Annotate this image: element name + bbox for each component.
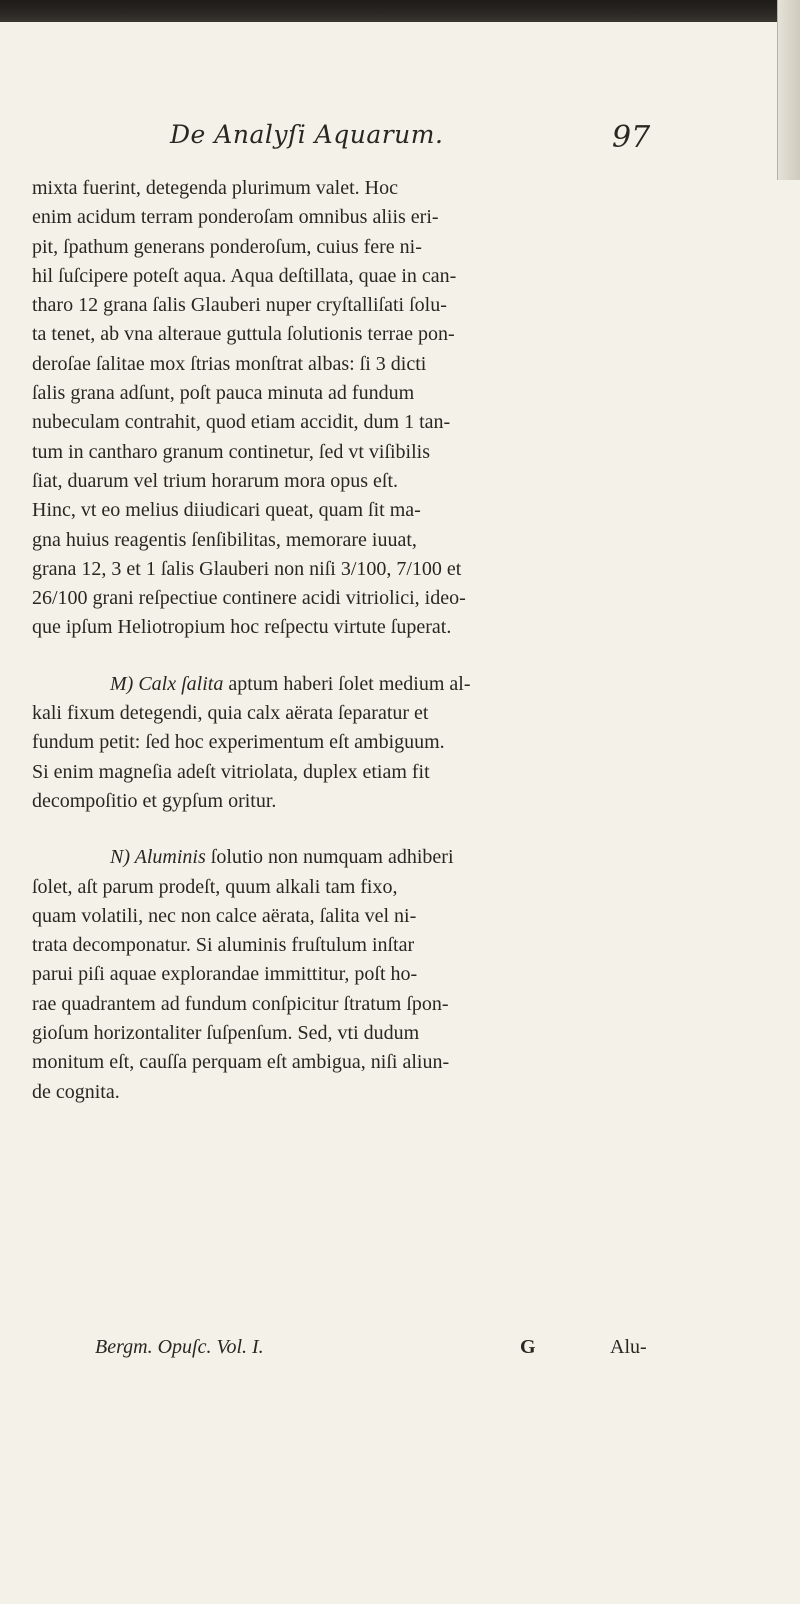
signature-mark: G <box>520 1336 536 1358</box>
text-line: gioſum horizontaliter ſuſpenſum. Sed, vti dudum <box>32 1022 420 1045</box>
text-line: quam volatili, nec non calce aërata, ſalita vel ni- <box>32 904 417 927</box>
text-line: enim acidum terram ponderoſam omnibus aliis eri- <box>32 206 439 229</box>
text-line: rae quadrantem ad fundum conſpicitur ſtratum ſpon- <box>32 992 449 1015</box>
paragraph-n-first-line <box>32 843 752 872</box>
text-line: tharo 12 grana ſalis Glauberi nuper cryſtalliſati ſolu- <box>32 294 447 317</box>
text-line: decompoſitio et gypſum oritur. <box>32 789 277 812</box>
paragraph-gap <box>32 643 752 670</box>
text-line: ſalis grana adſunt, poſt pauca minuta ad fundum <box>32 382 415 405</box>
text-line: pit, ſpathum generans ponderoſum, cuius fere ni- <box>32 235 422 258</box>
text-line: aptum haberi ſolet medium al- <box>223 672 471 695</box>
text-line: ſolet, aſt parum prodeſt, quum alkali tam fixo, <box>32 875 398 898</box>
text-line: fundum petit: ſed hoc experimentum eſt ambiguum. <box>32 731 445 754</box>
paragraph-gap <box>32 816 752 843</box>
text-line: ſiat, duarum vel trium horarum mora opus eſt. <box>32 469 399 492</box>
text-line: monitum eſt, cauſſa perquam eſt ambigua, niſi aliun- <box>32 1051 450 1074</box>
catchword: Alu- <box>610 1336 647 1358</box>
body-text <box>32 174 752 1107</box>
text-line: ta tenet, ab vna alteraue guttula ſolutionis terrae pon- <box>32 323 455 346</box>
text-line: mixta fuerint, detegenda plurimum valet. Hoc <box>32 177 398 199</box>
text-line: nubeculam contrahit, quod etiam accidit, dum 1 tan- <box>32 411 451 434</box>
text-line: parui piſi aquae explorandae immittitur, poſt ho- <box>32 963 418 986</box>
text-line: 26/100 grani reſpectiue continere acidi vitriolici, ideo- <box>32 587 466 610</box>
paragraph-n-label: N) Aluminis <box>110 846 206 869</box>
text-line: kali fixum detegendi, quia calx aërata ſeparatur et <box>32 702 429 725</box>
text-line: deroſae ſalitae mox ſtrias monſtrat albas: ſi 3 dicti <box>32 352 427 375</box>
text-line: de cognita. <box>32 1080 120 1103</box>
text-line: Hinc, vt eo melius diiudicari queat, quam ſit ma- <box>32 499 421 522</box>
text-line: tum in cantharo granum continetur, ſed vt viſibilis <box>32 440 431 463</box>
text-line: grana 12, 3 et 1 ſalis Glauberi non niſi 3/100, 7/100 et <box>32 557 462 580</box>
text-line: gna huius reagentis ſenſibilitas, memorare iuuat, <box>32 528 417 551</box>
signature-line: Bergm. Opuſc. Vol. I. <box>95 1336 264 1358</box>
page-footer <box>0 1336 780 1366</box>
paragraph-m-first-line <box>32 670 752 699</box>
page-number: 97 <box>612 120 651 155</box>
paragraph-m-label: M) Calx ſalita <box>110 672 224 695</box>
text-line: trata decomponatur. Si aluminis fruſtulum inſtar <box>32 934 415 957</box>
running-head-title: De Analyſi Aquarum. <box>170 120 444 149</box>
text-line: ſolutio non numquam adhiberi <box>205 846 454 869</box>
running-head <box>0 120 780 160</box>
text-line: Si enim magneſia adeſt vitriolata, duplex etiam fit <box>32 760 430 783</box>
text-line: que ipſum Heliotropium hoc reſpectu virtute ſuperat. <box>32 616 452 639</box>
text-line: hil ſuſcipere poteſt aqua. Aqua deſtillata, quae in can- <box>32 264 457 287</box>
